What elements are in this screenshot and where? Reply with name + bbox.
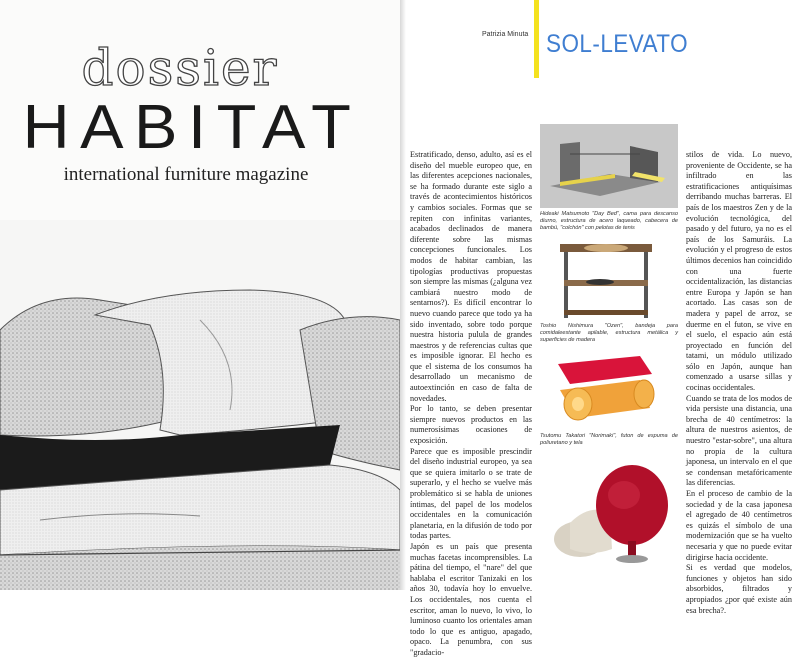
article-headline: SOL-LEVATO <box>546 30 689 58</box>
figure-ozen <box>540 238 678 344</box>
paragraph: stilos de vida. Lo nuevo, proveniente de Occidente, se ha infiltrado en las estratificaciones antiquísimas derribando muchas barreras. El país de los maestros Zen y de la evolución tecnológica, del pasado y del futuro, ya no es el país de los Samuráis. La evolución y el progreso de estos últimos decenios han coincidido con una fuerte occidentalización, las distancias entre Europa y Japón se han acortado. Las casas son de madera y papel de arroz, se duerme en el futon, se vive en el suelo, el espacio aún está proyectado en función del tatami, un módulo utilizado sólo en Japón, aunque han comenzado a usarse sillas y cocinas occidentales. <box>686 150 792 393</box>
paragraph: Cuando se trata de los modos de vida persiste una distancia, una brecha de 40 centímetros: la altura de nuestros asientos, de nuestro "estar-sobre", una altura no propia de la cultura japonesa, un intervalo en el que se condensan metafóricamente las diferencias. <box>686 393 792 488</box>
right-page <box>406 0 800 657</box>
masthead-dossier: dossier <box>81 39 279 97</box>
day-bed-photo <box>540 124 678 208</box>
left-page <box>0 0 400 590</box>
figure-caption: Hideaki Matsumoto "Day Bed", cama para descanso diurno, estructura de acero laqueado, cabecera de bambú, "colchón" con pelotas de tenis <box>540 211 678 231</box>
figure-caption: Tsutomu Takatori "Norimaki", futon de espuma de poliuretano y tela <box>540 433 678 446</box>
masthead-subtitle: international furniture magazine <box>63 164 309 185</box>
ozen-tray-photo <box>540 238 678 320</box>
paragraph: Parece que es imposible prescindir del diseño industrial europeo, ya sea que se quiera imitarlo o se trate de superarlo, y el hecho se vuelve más problemático si se habla de uniones íntimas, del papel de los modelos occidentales en la comunicación planetaria, en la difusión de todo por todas partes. <box>410 446 532 541</box>
figure-stool <box>540 453 678 565</box>
text-column-1 <box>410 150 532 659</box>
image-column <box>540 124 678 565</box>
masthead-habitat: HABITAT <box>22 93 362 162</box>
figure-norimaki <box>540 350 678 447</box>
accent-bar <box>534 0 539 78</box>
paragraph: Por lo tanto, se deben presentar siempre nuevos productos en las numerosísimas ocasiones de exposición. <box>410 404 532 446</box>
paragraph: Japón es un país que presenta muchas facetas incomprensibles. La pátina del tiempo, el "nare" del que hablaba el escritor Tanizaki en los años 30, todavía hoy lo envuelve. Los occidentales, nos cuenta el escritor, aman lo nuevo, lo vivo, lo luminoso cuanto los orientales aman todo lo que es antiguo, apagado, opaco. La penumbra, con sus "gradacio- <box>410 541 532 657</box>
red-stool-photo <box>540 453 678 565</box>
sofa-photo <box>0 220 400 590</box>
paragraph: Si es verdad que modelos, funciones y objetos han sido absorbidos, filtrados y apropiados ¿por qué existe aún esa brecha?. <box>686 563 792 615</box>
figure-caption: Toshio Nishimura "Ozen", bandeja para comidaleestante apilable, estructura metálica y superficies de madera <box>540 323 678 343</box>
figure-day-bed <box>540 124 678 232</box>
text-column-3 <box>686 150 792 616</box>
author-name: Patrizia Minuta <box>482 31 529 38</box>
paragraph: En el proceso de cambio de la sociedad y de la casa japonesa el agregado de 40 centímetros es quizás el símbolo de una modernización que se ha vuelto necesaria y que no puede evitar dirigirse hacia occidente. <box>686 489 792 562</box>
norimaki-futon-photo <box>540 350 678 430</box>
paragraph: Estratificado, denso, adulto, así es el diseño del mueble europeo que, en las diferentes acepciones nacionales, se ha formado durante este siglo a través de acontecimientos históricos y cambios sociales. Formas que se repiten con infinitas variantes, acabados declinados de manera diferente sobre las mismas concepciones funcionales. Los modos de habitar cambian, las tipologías productivas propuestas son siempre las mismas (¿alguna vez cambiará nuestro modo de sentarnos?). Es difícil encontrar lo nuevo cuando parece que todo ya ha sido inventado, sobre todo porque nuestra historia pulula de grandes maestros y de referencias cultas que es imposible ignorar. El hecho es que el sistema de los consumos ha desarrollado un mecanismo de autoextinción en caso de falta de novedades. <box>410 150 532 403</box>
